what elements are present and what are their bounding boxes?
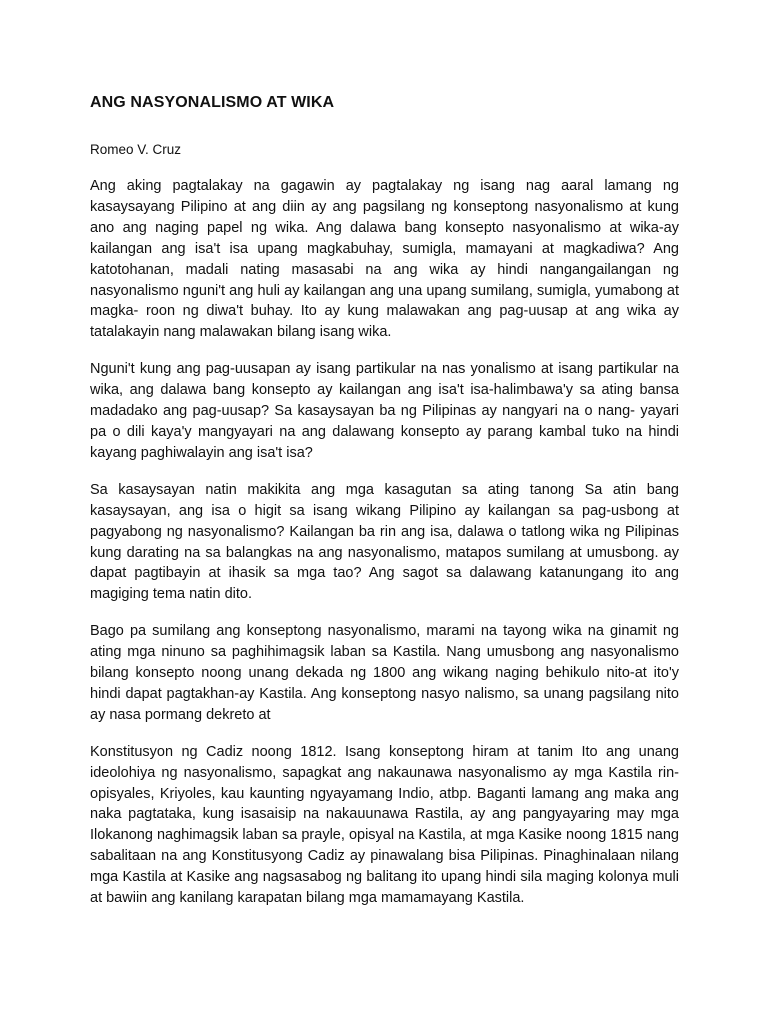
paragraph-4: Bago pa sumilang ang konseptong nasyonalismo, marami na tayong wika na ginamit ng ating mga ninuno sa paghihimagsik laban sa Kastila. Nang umusbong ang nasyonalismo bilang konsepto noong unang dekada ng 1800 ang wikang naging behikulo nito-at ito'y hindi dapat pagtakhan-ay Kastila. Ang konseptong nasyo nalismo, sa unang pagsilang nito ay nasa pormang dekreto at — [90, 623, 679, 723]
document-title: ANG NASYONALISMO AT WIKA — [90, 94, 335, 111]
document-author: Romeo V. Cruz — [90, 142, 182, 157]
paragraph-3: Sa kasaysayan natin makikita ang mga kasagutan sa ating tanong Sa atin bang kasaysayan, ang isa o higit sa isang wikang Pilipino ay kailangan sa pag-usbong at pagyabong ng nasyonalismo? Kailangan ba rin ang isa, dalawa o tatlong wika ng Pilipinas kung darating na sa balangkas na ang nasyonalismo, matapos sumilang at umusbong. ay dapat pagtibayin at ihasik sa mga tao? Ang sagot sa dalawang katanungang ito ang magiging tema natin dito. — [90, 481, 679, 603]
paragraph-2: Nguni't kung ang pag-uusapan ay isang partikular na nas yonalismo at isang partikular na wika, ang dalawa bang konsepto ay kailangan ang isa't isa-halimbawa'y sa ating bansa madadako ang pag-uusap? Sa kasaysayan ba ng Pilipinas ay nangyari na o nang- yayari pa o dili kaya'y mangyayari na ang dalawang konsepto ay parang kambal tuko na hindi kayang paghiwalayin ang isa't isa? — [90, 361, 679, 461]
paragraph-1: Ang aking pagtalakay na gagawin ay pagtalakay ng isang nag aaral lamang ng kasaysayang Pilipino at ang diin ay ang pagsilang ng konseptong nasyonalismo at kung ano ang naging papel ng wika. Ang dalawa bang konsepto nasyonalismo at wika-ay kailangan ang isa't isa upang magkabuhay, sumigla, mamayani at magkadiwa? Ang katotohanan, madali nating masasabi na ang wika ay hindi nangangailangan ng nasyonalismo nguni't ang huli ay kailangan ang una upang sumilang, sumigla, yumabong at magka- roon ng diwa't buhay. Ito ay kung malawakan ang pag-uusap at ang wika ay tatalakayin nang malawakan bilang isang wika. — [90, 178, 679, 341]
document-page — [90, 92, 679, 909]
paragraph-5: Konstitusyon ng Cadiz noong 1812. Isang konseptong hiram at tanim Ito ang unang ideolohiya ng nasyonalismo, sapagkat ang nakaunawa nasyonalismo ay mga Kastila rin-opisyales, Kriyoles, kau kaunting ngyayamang Indio, atbp. Baganti lamang ang maka ang naka pagtataka, kung isasaisip na nakauunawa Rastila, ay ang pangyayaring may mga Ilokanong naghimagsik laban sa prayle, opisyal na Kastila, at mga Kasike noong 1815 nang sabalitaan na ang Konstitusyong Cadiz ay pinawalang bisa Pilipinas. Pinaghinalaan nilang mga Kastila at Kasike ang nagsasabog ng balitang ito upang hindi sila maging kolonya muli at bawiin ang kanilang karapatan bilang mga mamamayang Kastila. — [90, 743, 679, 907]
